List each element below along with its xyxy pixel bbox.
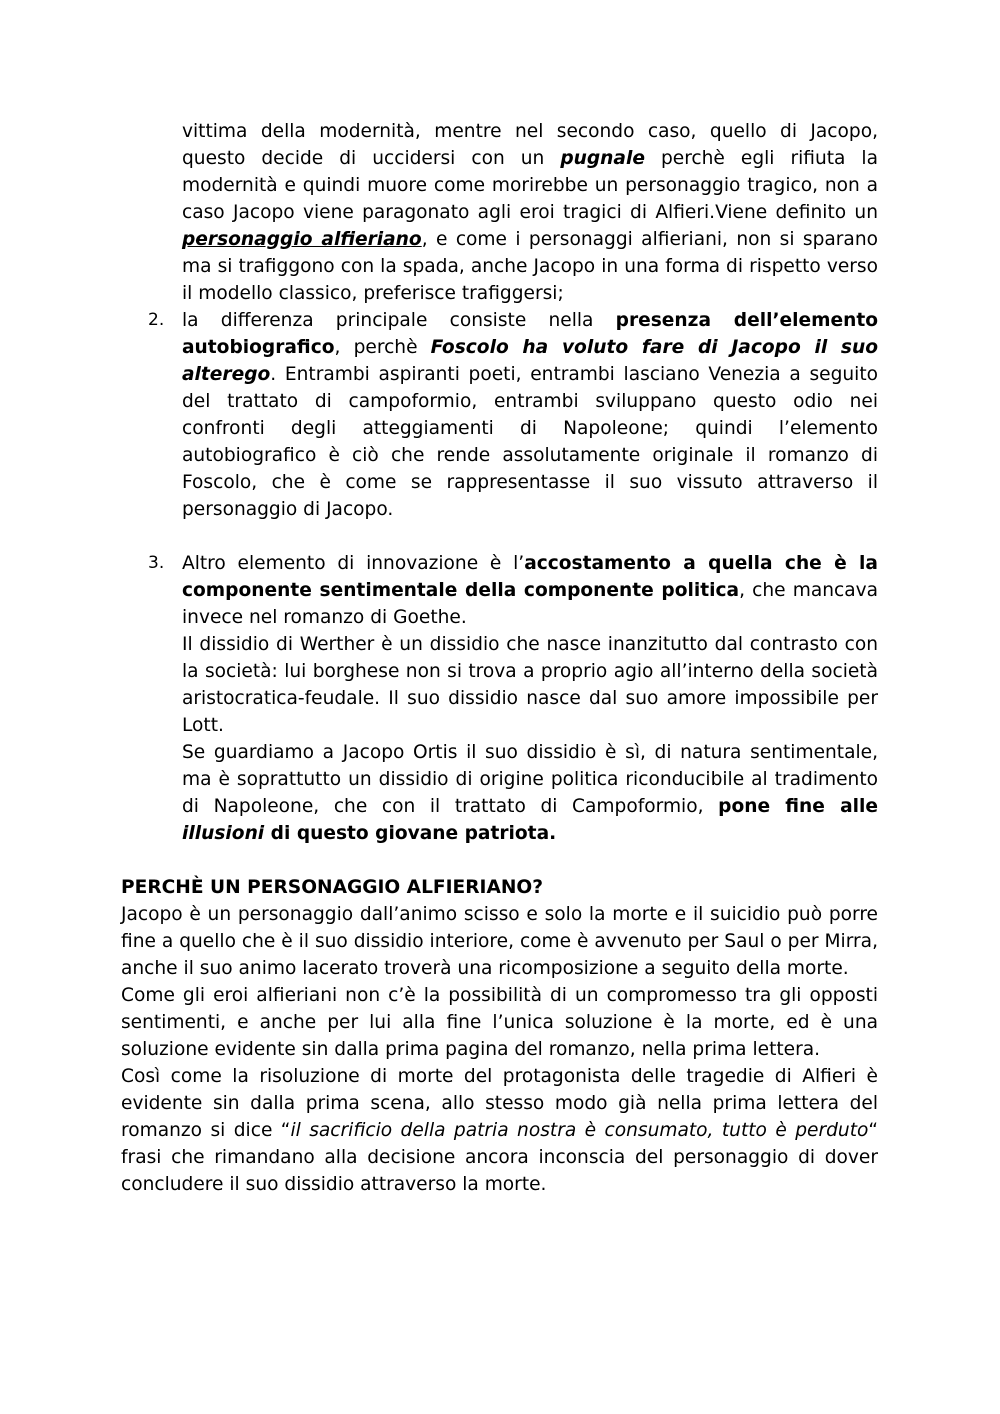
- list-item-3-paragraph-3: [182, 739, 878, 847]
- emphasis-illusioni: illusioni: [182, 823, 265, 844]
- section-paragraph-3: [121, 1063, 878, 1198]
- document-page: [121, 118, 878, 1198]
- text-run: “ frasi che rimandano alla decisione ancora inconscia del personaggio di dover concludere il suo dissidio attraverso la morte.: [121, 1120, 879, 1195]
- numbered-list: [121, 118, 878, 847]
- text-run: Così come la risoluzione di morte del protagonista delle tragedie di Alfieri è evidente sin dalla prima scena, allo stesso modo già nella prima lettera del romanzo si dice “: [121, 1066, 878, 1141]
- emphasis-autobiografico: presenza dell’elemento autobiografico: [182, 310, 878, 358]
- section-paragraph-2: Come gli eroi alfieriani non c’è la possibilità di un compromesso tra gli opposti sentimenti, e anche per lui alla fine l’unica soluzione è la morte, ed è una soluzione evidente sin dalla prima pagina del romanzo, nella prima lettera.: [121, 985, 878, 1060]
- text-run: Altro elemento di innovazione è l’: [182, 553, 525, 574]
- list-item-3: [121, 550, 878, 847]
- text-run: . Entrambi aspiranti poeti, entrambi lasciano Venezia a seguito del trattato di campoformio, entrambi sviluppano questo odio nei confronti degli atteggiamenti di Napoleone; quindi l’elemento autobiografico è ciò che rende assolutamente originale il romanzo di Foscolo, che è come se rappresentasse il suo vissuto attraverso il personaggio di Jacopo.: [182, 364, 878, 520]
- text-run: Se guardiamo a Jacopo Ortis il suo dissidio è sì, di natura sentimentale, ma è soprattutto un dissidio di origine politica riconducibile al tradimento di Napoleone, che con il trattato di Campoformio,: [182, 742, 878, 817]
- list-number: 3.: [148, 553, 165, 573]
- emphasis-giovane-patriota: di questo giovane patriota.: [264, 823, 557, 844]
- text-run: vittima della modernità, mentre nel secondo caso, quello di Jacopo, questo decide di uccidersi con un: [182, 121, 878, 169]
- text-run: , perchè: [334, 337, 431, 358]
- emphasis-alterego: Foscolo ha voluto fare di Jacopo il suo alterego: [182, 337, 878, 385]
- section-paragraph-1: Jacopo è un personaggio dall’animo scisso e solo la morte e il suicidio può porre fine a quello che è il suo dissidio interiore, come è avvenuto per Saul o per Mirra, anche il suo animo lacerato troverà una ricomposizione a seguito della morte.: [121, 904, 878, 979]
- spacer: [121, 523, 878, 550]
- list-item-1-continuation: [121, 118, 878, 307]
- list-item-2: [121, 307, 878, 523]
- emphasis-accostamento: accostamento a quella che è la componente sentimentale della componente politica: [182, 553, 878, 601]
- emphasis-pugnale: pugnale: [560, 148, 645, 169]
- emphasis-personaggio-alfieriano: personaggio alfieriano: [182, 229, 422, 250]
- section-heading: PERCHÈ UN PERSONAGGIO ALFIERIANO?: [121, 877, 544, 898]
- text-run: , che mancava invece nel romanzo di Goethe.: [182, 580, 879, 628]
- quotation: il sacrificio della patria nostra è consumato, tutto è perduto: [290, 1120, 869, 1141]
- text-run: perchè egli rifiuta la modernità e quindi muore come morirebbe un personaggio tragico, non a caso Jacopo viene paragonato agli eroi tragici di Alfieri.Viene definito un: [182, 148, 878, 223]
- text-run: la differenza principale consiste nella: [182, 310, 616, 331]
- emphasis-pone-fine: pone fine alle: [718, 796, 878, 817]
- list-item-3-paragraph-2: Il dissidio di Werther è un dissidio che nasce inanzitutto dal contrasto con la società: lui borghese non si trova a proprio agio all’interno della società aristocratica-feudale. Il suo dissidio nasce dal suo amore impossibile per Lott.: [182, 634, 878, 736]
- list-number: 2.: [148, 310, 165, 330]
- text-run: , e come i personaggi alfieriani, non si sparano ma si trafiggono con la spada, anche Jacopo in una forma di rispetto verso il modello classico, preferisce trafiggersi;: [182, 229, 878, 304]
